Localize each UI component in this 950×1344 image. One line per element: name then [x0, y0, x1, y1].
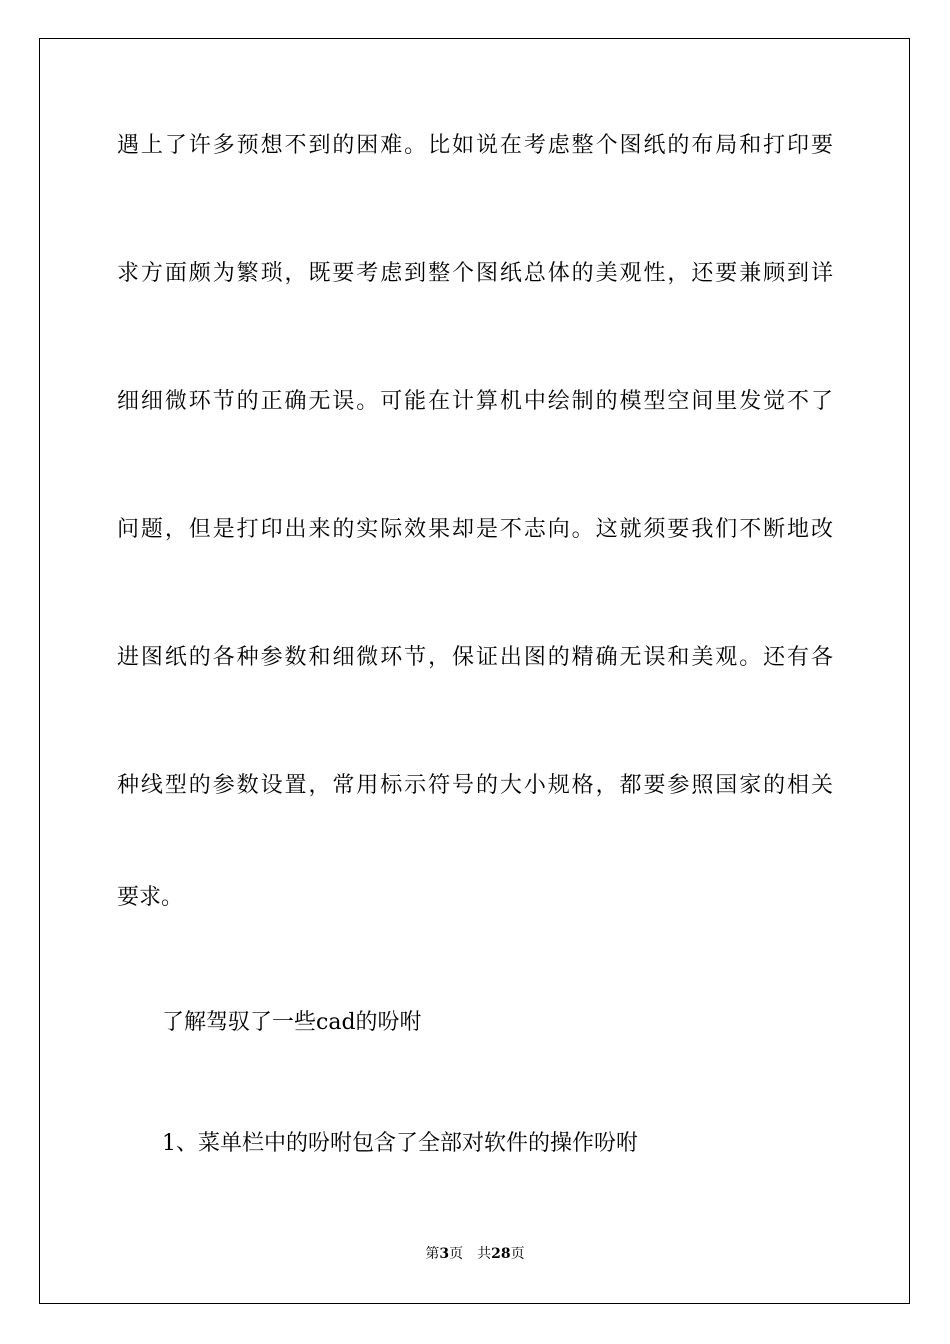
list-item-1: 1、菜单栏中的吩咐包含了全部对软件的操作吩咐 [162, 1131, 638, 1156]
footer-total-pages: 28 [491, 1246, 511, 1262]
footer-mid: 页 共 [449, 1246, 492, 1262]
footer-prefix: 第 [425, 1246, 440, 1262]
paragraph-line-5: 进图纸的各种参数和细微环节，保证出图的精确无误和美观。还有各 [117, 645, 833, 670]
footer-page-number: 3 [439, 1246, 450, 1262]
footer-suffix: 页 [510, 1246, 525, 1262]
page-footer [0, 1244, 950, 1264]
section-heading: 了解驾驭了一些cad的吩咐 [162, 1010, 422, 1035]
paragraph-line-1: 遇上了许多预想不到的困难。比如说在考虑整个图纸的布局和打印要 [117, 133, 833, 158]
paragraph-line-6: 种线型的参数设置，常用标示符号的大小规格，都要参照国家的相关 [117, 773, 833, 798]
paragraph-line-2: 求方面颇为繁琐，既要考虑到整个图纸总体的美观性，还要兼顾到详 [117, 261, 833, 286]
paragraph-line-3: 细细微环节的正确无误。可能在计算机中绘制的模型空间里发觉不了 [117, 389, 833, 414]
paragraph-line-7: 要求。 [117, 885, 184, 910]
paragraph-line-4: 问题，但是打印出来的实际效果却是不志向。这就须要我们不断地改 [117, 517, 833, 542]
